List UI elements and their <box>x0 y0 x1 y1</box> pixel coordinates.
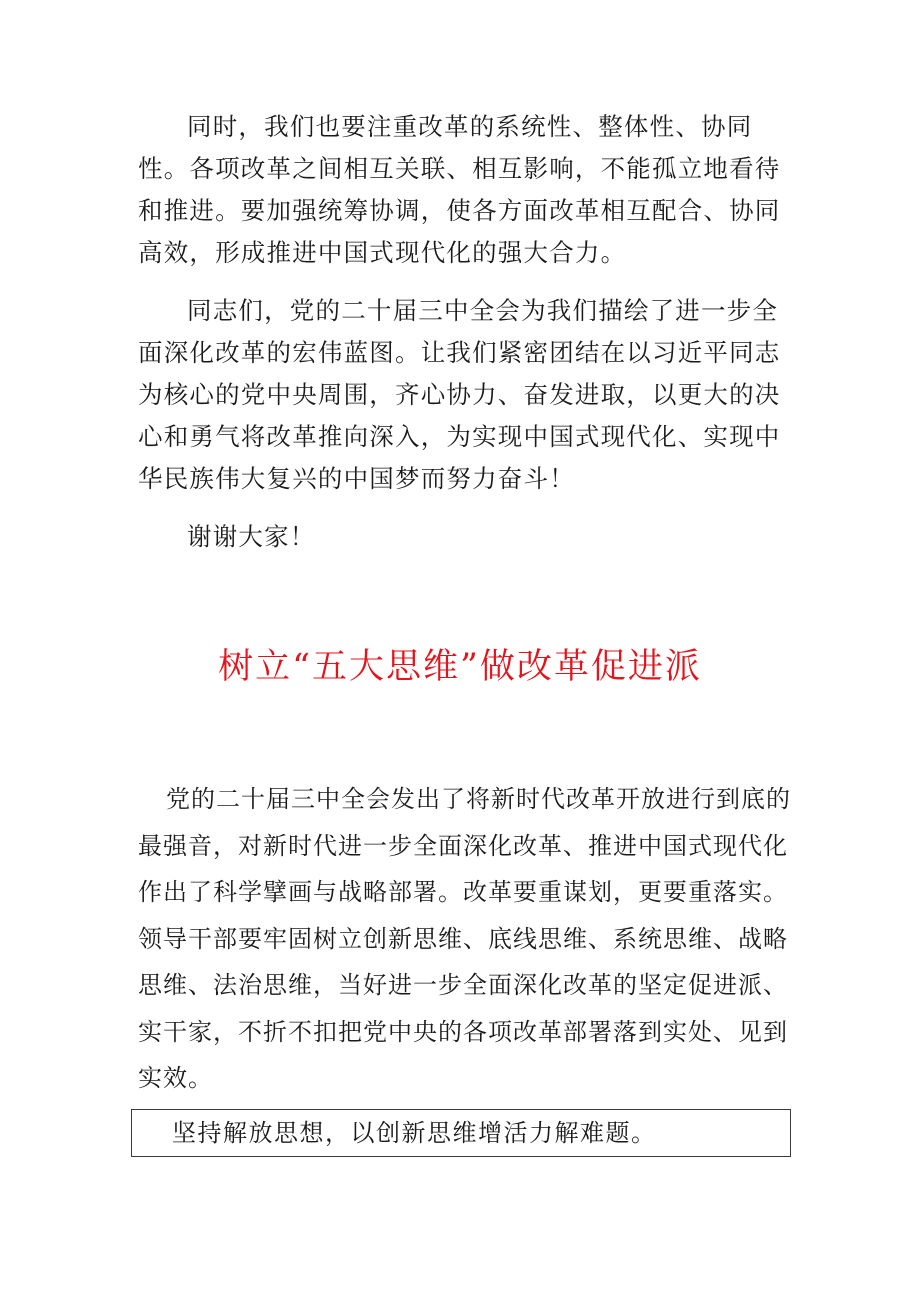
paragraph-section-intro: 党的二十届三中全会发出了将新时代改革开放进行到底的最强音，对新时代进一步全面深化改革、推进中国式现代化作出了科学擘画与战略部署。改革要重谋划，更要重落实。领导干部要牢固树立创新思维、底线思维、系统思维、战略思维、法治思维，当好进一步全面深化改革的坚定促进派、实干家，不折不扣把党中央的各项改革部署落到实处、见到实效。 <box>138 785 791 1092</box>
paragraph-comrades-appeal: 同志们，党的二十届三中全会为我们描绘了进一步全面深化改革的宏伟蓝图。让我们紧密团结在以习近平同志为核心的党中央周围，齐心协力、奋发进取，以更大的决心和勇气将改革推向深入，为实现中国式现代化、实现中华民族伟大复兴的中国梦而努力奋斗！ <box>138 296 781 493</box>
boxed-subheading <box>131 1109 791 1157</box>
boxed-subheading-text: 坚持解放思想，以创新思维增活力解难题。 <box>172 1119 657 1147</box>
paragraph-thanks: 谢谢大家！ <box>187 522 316 551</box>
paragraph-reform-coordination: 同时，我们也要注重改革的系统性、整体性、协同性。各项改革之间相互关联、相互影响，不能孤立地看待和推进。要加强统筹协调，使各方面改革相互配合、协同高效，形成推进中国式现代化的强大合力。 <box>138 112 781 267</box>
section-heading: 树立“五大思维”做改革促进派 <box>218 647 702 687</box>
